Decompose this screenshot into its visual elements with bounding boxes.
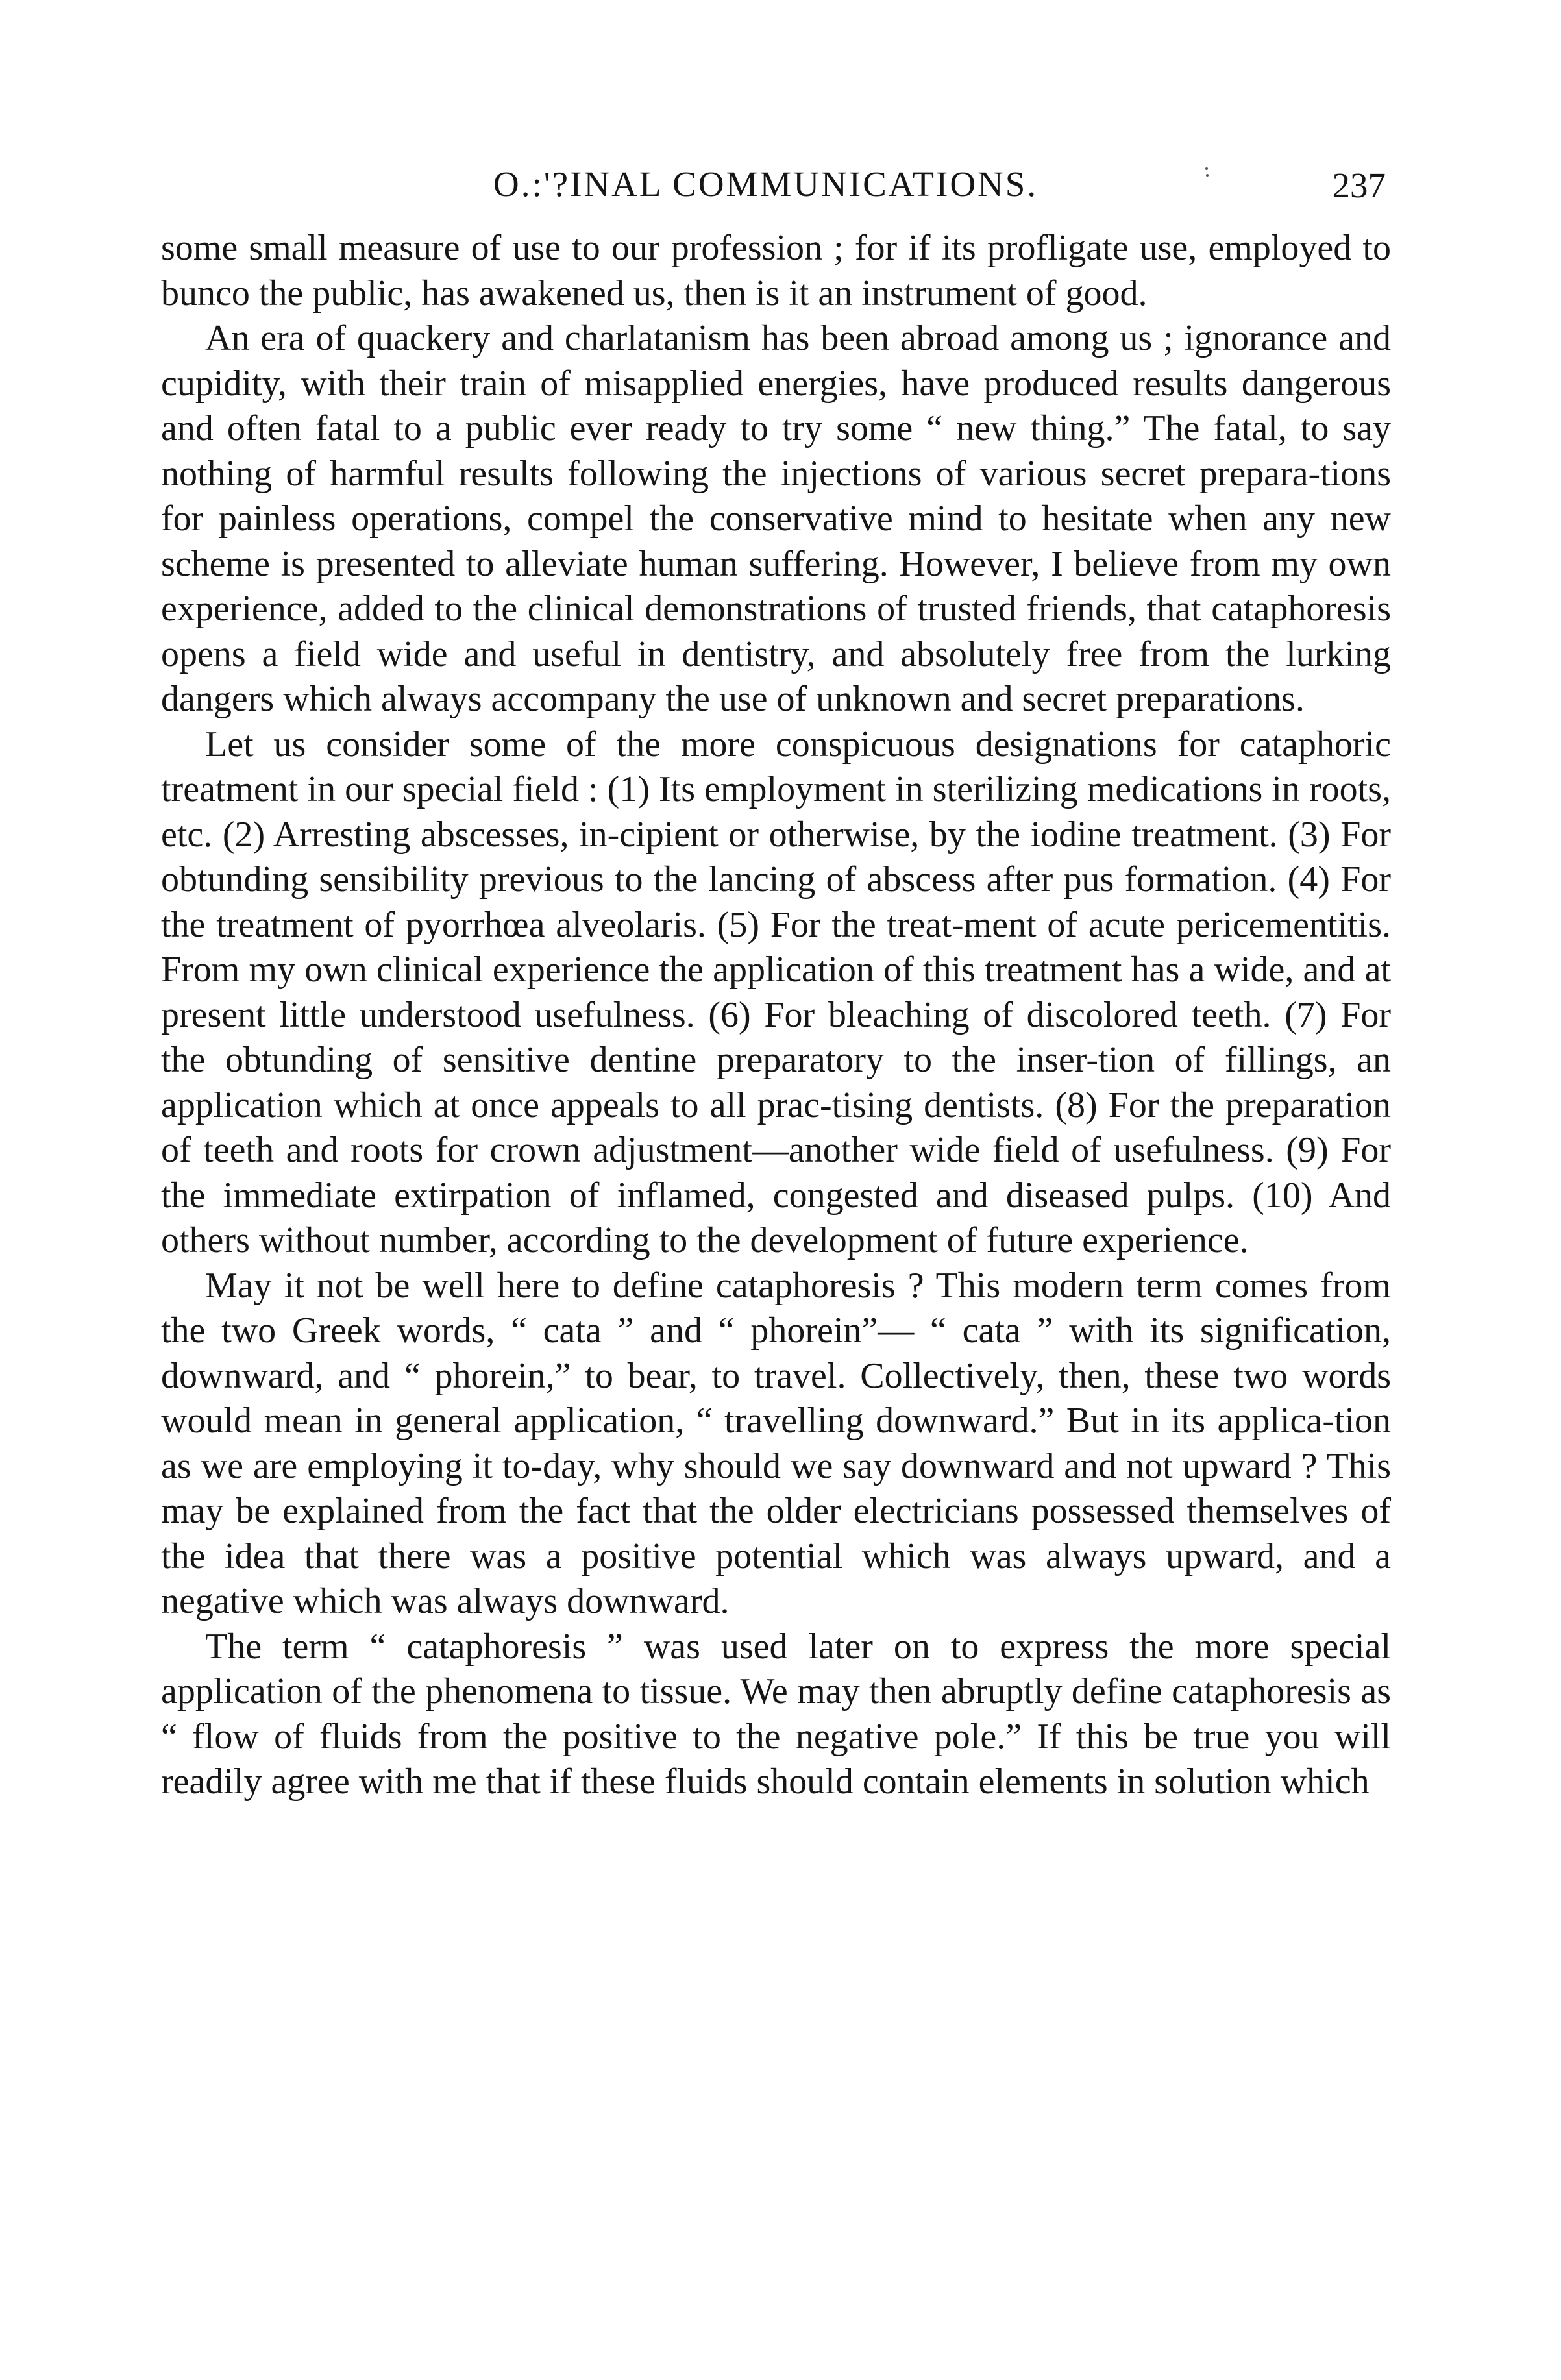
running-head (0, 164, 1561, 215)
page-number: 237 (1332, 166, 1386, 205)
paragraph-term: The term “ cataphoresis ” was used later on to express the more special application of the phenomena to tissue. We may then abruptly define cataphoresis as “ flow of fluids from the positive to the negative pole.” If this be true you will readily agree with me that if these fluids should contain elements in solution which (161, 1626, 1391, 1802)
body-text (161, 226, 1391, 1805)
ink-speck (1206, 174, 1209, 177)
ink-speck (1205, 167, 1208, 170)
paragraph-quackery: An era of quackery and charlatanism has been abroad among us ; ignorance and cupidity, with their train of misapplied energies, have produced results dangerous and often fatal to a public ever ready to try some “ new thing.” The fatal, to say nothing of harmful results following the injections of various secret prepara-tions for painless operations, compel the conservative mind to hesitate when any new scheme is presented to alleviate human suffering. However, I believe from my own experience, added to the clinical demonstrations of trusted friends, that cataphoresis opens a field wide and useful in dentistry, and absolutely free from the lurking dangers which always accompany the use of unknown and secret preparations. (161, 318, 1391, 719)
paragraph-designations: Let us consider some of the more conspicuous designations for cataphoric treatment in our special field : (1) Its employment in sterilizing medications in roots, etc. (2) Arresting abscesses, in-cipient or otherwise, by the iodine treatment. (3) For obtunding sensibility previous to the lancing of abscess after pus formation. (4) For the treatment of pyorrhœa alveolaris. (5) For the treat-ment of acute pericementitis. From my own clinical experience the application of this treatment has a wide, and at present little understood usefulness. (6) For bleaching of discolored teeth. (7) For the obtunding of sensitive dentine preparatory to the inser-tion of fillings, an application which at once appeals to all prac-tising dentists. (8) For the preparation of teeth and roots for crown adjustment—another wide field of usefulness. (9) For the immediate extirpation of inflamed, congested and diseased pulps. (10) And others without number, according to the development of future experience. (161, 724, 1391, 1260)
paragraph-definition: May it not be well here to define cataphoresis ? This modern term comes from the two Greek words, “ cata ” and “ phorein”— “ cata ” with its signification, downward, and “ phorein,” to bear, to travel. Collectively, then, these two words would mean in general application, “ travelling downward.” But in its applica-tion as we are employing it to-day, why should we say downward and not upward ? This may be explained from the fact that the older electricians possessed themselves of the idea that there was a positive potential which was always upward, and a negative which was always downward. (161, 1265, 1391, 1621)
paragraph-continuation: some small measure of use to our profession ; for if its profligate use, employed to bunco the public, has awakened us, then is it an instrument of good. (161, 228, 1391, 313)
running-title: O.:'?INAL COMMUNICATIONS. (493, 164, 1039, 204)
